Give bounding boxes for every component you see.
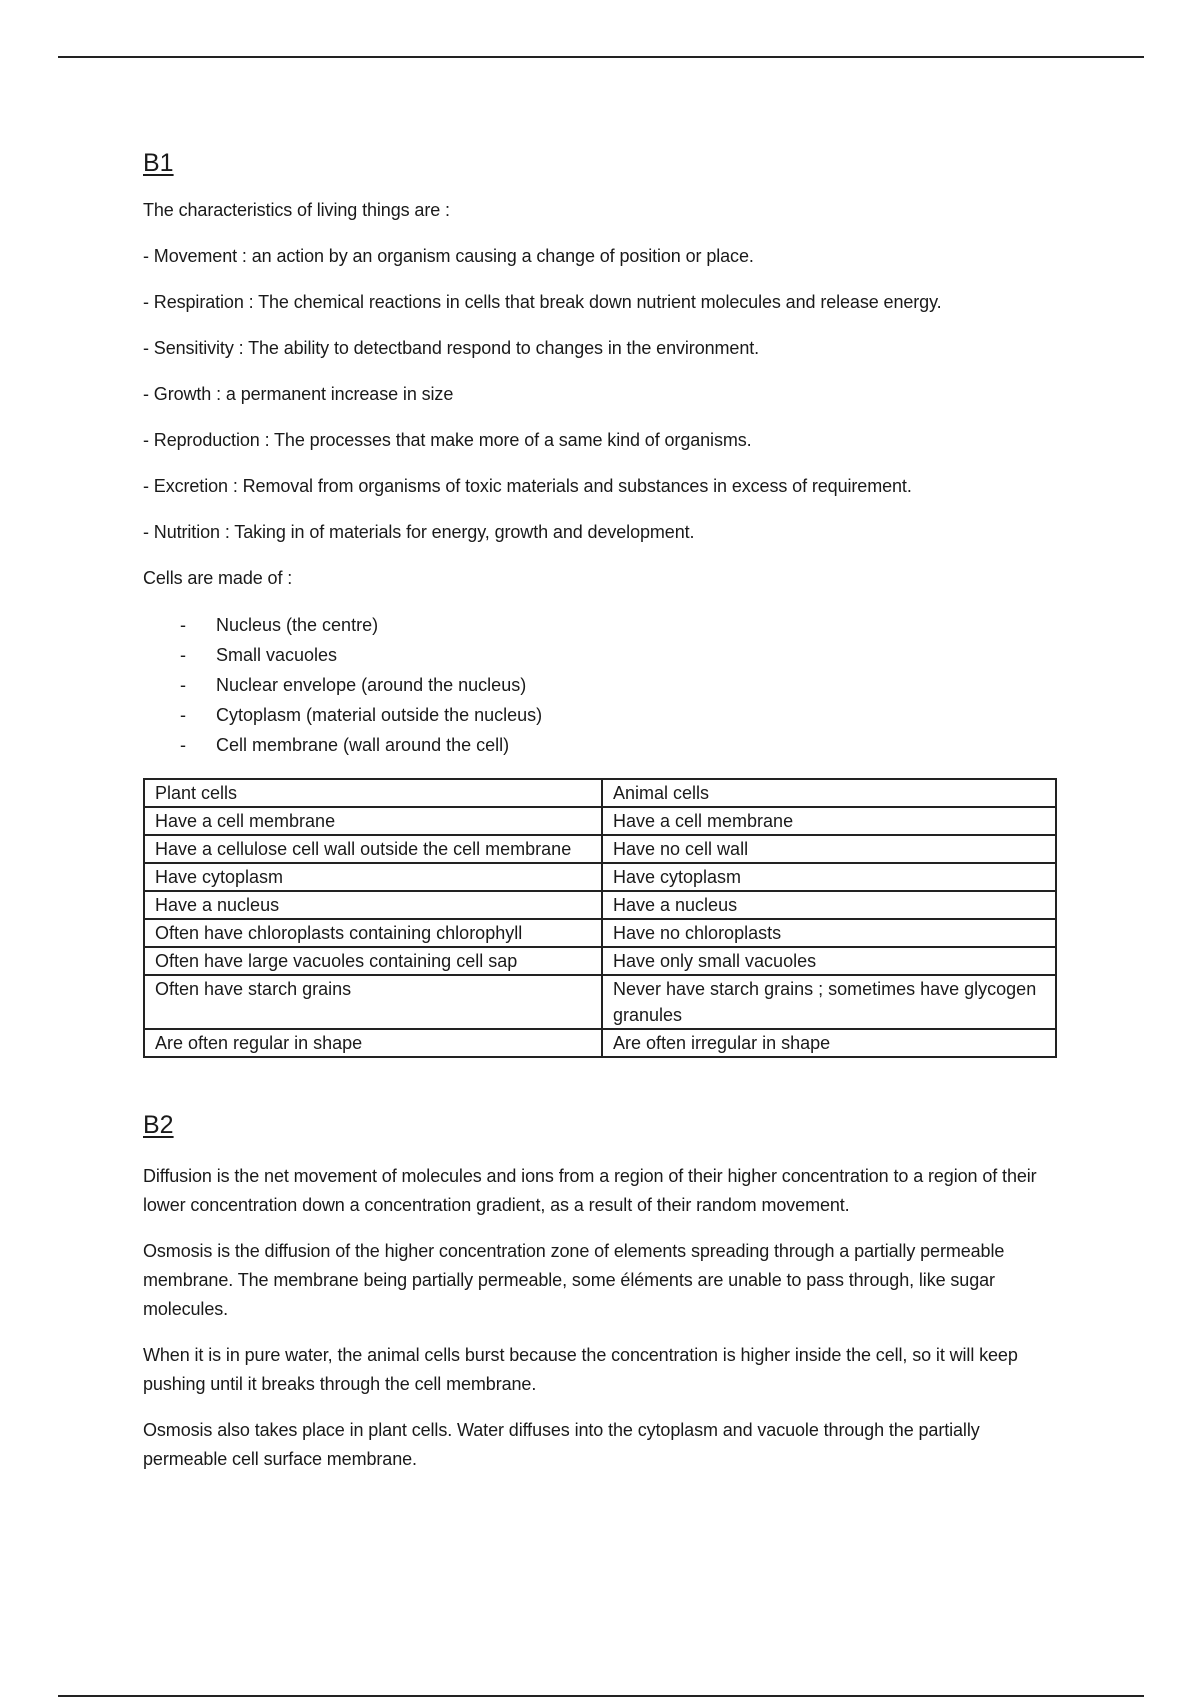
list-item: - Small vacuoles xyxy=(143,640,1063,670)
list-item: - Nuclear envelope (around the nucleus) xyxy=(143,670,1063,700)
intro-text: The characteristics of living things are : xyxy=(143,200,450,220)
table-cell: Have a cellulose cell wall outside the cell membrane xyxy=(144,835,602,863)
list-item: - Cytoplasm (material outside the nucleus) xyxy=(143,700,1063,730)
document-body xyxy=(143,148,1063,1491)
table-cell: Often have large vacuoles containing cell sap xyxy=(144,947,602,975)
table-cell: Are often regular in shape xyxy=(144,1029,602,1057)
list-item: - Nucleus (the centre) xyxy=(143,610,1063,640)
paragraph-animal-cells: When it is in pure water, the animal cells burst because the concentration is higher inside the cell, so it will keep pushing until it breaks through the cell membrane. xyxy=(143,1345,1018,1394)
table-cell: Have a cell membrane xyxy=(144,807,602,835)
characteristic-respiration: - Respiration : The chemical reactions in cells that break down nutrient molecules and release energy. xyxy=(143,292,942,312)
table-row xyxy=(144,835,1056,863)
characteristic-reproduction: - Reproduction : The processes that make more of a same kind of organisms. xyxy=(143,430,752,450)
table-cell: Have no cell wall xyxy=(602,835,1056,863)
table-cell: Often have starch grains xyxy=(144,975,602,1029)
plant-animal-cells-table xyxy=(143,778,1057,1058)
section-heading-b2: B2 xyxy=(143,1111,174,1139)
table-row xyxy=(144,947,1056,975)
table-cell: Have cytoplasm xyxy=(602,863,1056,891)
table-cell: Are often irregular in shape xyxy=(602,1029,1056,1057)
table-row xyxy=(144,919,1056,947)
characteristic-movement: - Movement : an action by an organism causing a change of position or place. xyxy=(143,246,754,266)
table-cell: Have a cell membrane xyxy=(602,807,1056,835)
paragraph-diffusion: Diffusion is the net movement of molecules and ions from a region of their higher concentration to a region of their lower concentration down a concentration gradient, as a result of their random movement. xyxy=(143,1166,1037,1215)
table-row xyxy=(144,891,1056,919)
table-cell: Have a nucleus xyxy=(144,891,602,919)
table-header-row xyxy=(144,779,1056,807)
table-cell: Have only small vacuoles xyxy=(602,947,1056,975)
table-row xyxy=(144,863,1056,891)
table-cell: Never have starch grains ; sometimes have glycogen granules xyxy=(602,975,1056,1029)
section-b1 xyxy=(143,148,1063,1058)
table-header-cell: Animal cells xyxy=(602,779,1056,807)
list-item: - Cell membrane (wall around the cell) xyxy=(143,730,1063,760)
cells-intro: Cells are made of : xyxy=(143,568,293,588)
top-rule xyxy=(58,56,1144,58)
characteristic-sensitivity: - Sensitivity : The ability to detectband respond to changes in the environment. xyxy=(143,338,760,358)
paragraph-osmosis: Osmosis is the diffusion of the higher concentration zone of elements spreading through a partially permeable membrane. The membrane being partially permeable, some éléments are unable to pass through, like sugar molecules. xyxy=(143,1241,1005,1319)
table-header-cell: Plant cells xyxy=(144,779,602,807)
table-cell: Have a nucleus xyxy=(602,891,1056,919)
characteristic-excretion: - Excretion : Removal from organisms of toxic materials and substances in excess of requirement. xyxy=(143,476,912,496)
cell-parts-list xyxy=(143,610,1063,760)
characteristic-growth: - Growth : a permanent increase in size xyxy=(143,384,454,404)
table-row xyxy=(144,807,1056,835)
table-cell: Have cytoplasm xyxy=(144,863,602,891)
characteristic-nutrition: - Nutrition : Taking in of materials for energy, growth and development. xyxy=(143,522,695,542)
table-row xyxy=(144,1029,1056,1057)
bottom-rule xyxy=(58,1695,1144,1697)
section-b2 xyxy=(143,1110,1063,1474)
table-cell: Have no chloroplasts xyxy=(602,919,1056,947)
table-cell: Often have chloroplasts containing chlorophyll xyxy=(144,919,602,947)
table-row xyxy=(144,975,1056,1029)
paragraph-plant-cells: Osmosis also takes place in plant cells. Water diffuses into the cytoplasm and vacuole through the partially permeable cell surface membrane. xyxy=(143,1420,980,1469)
section-heading-b1: B1 xyxy=(143,149,174,177)
